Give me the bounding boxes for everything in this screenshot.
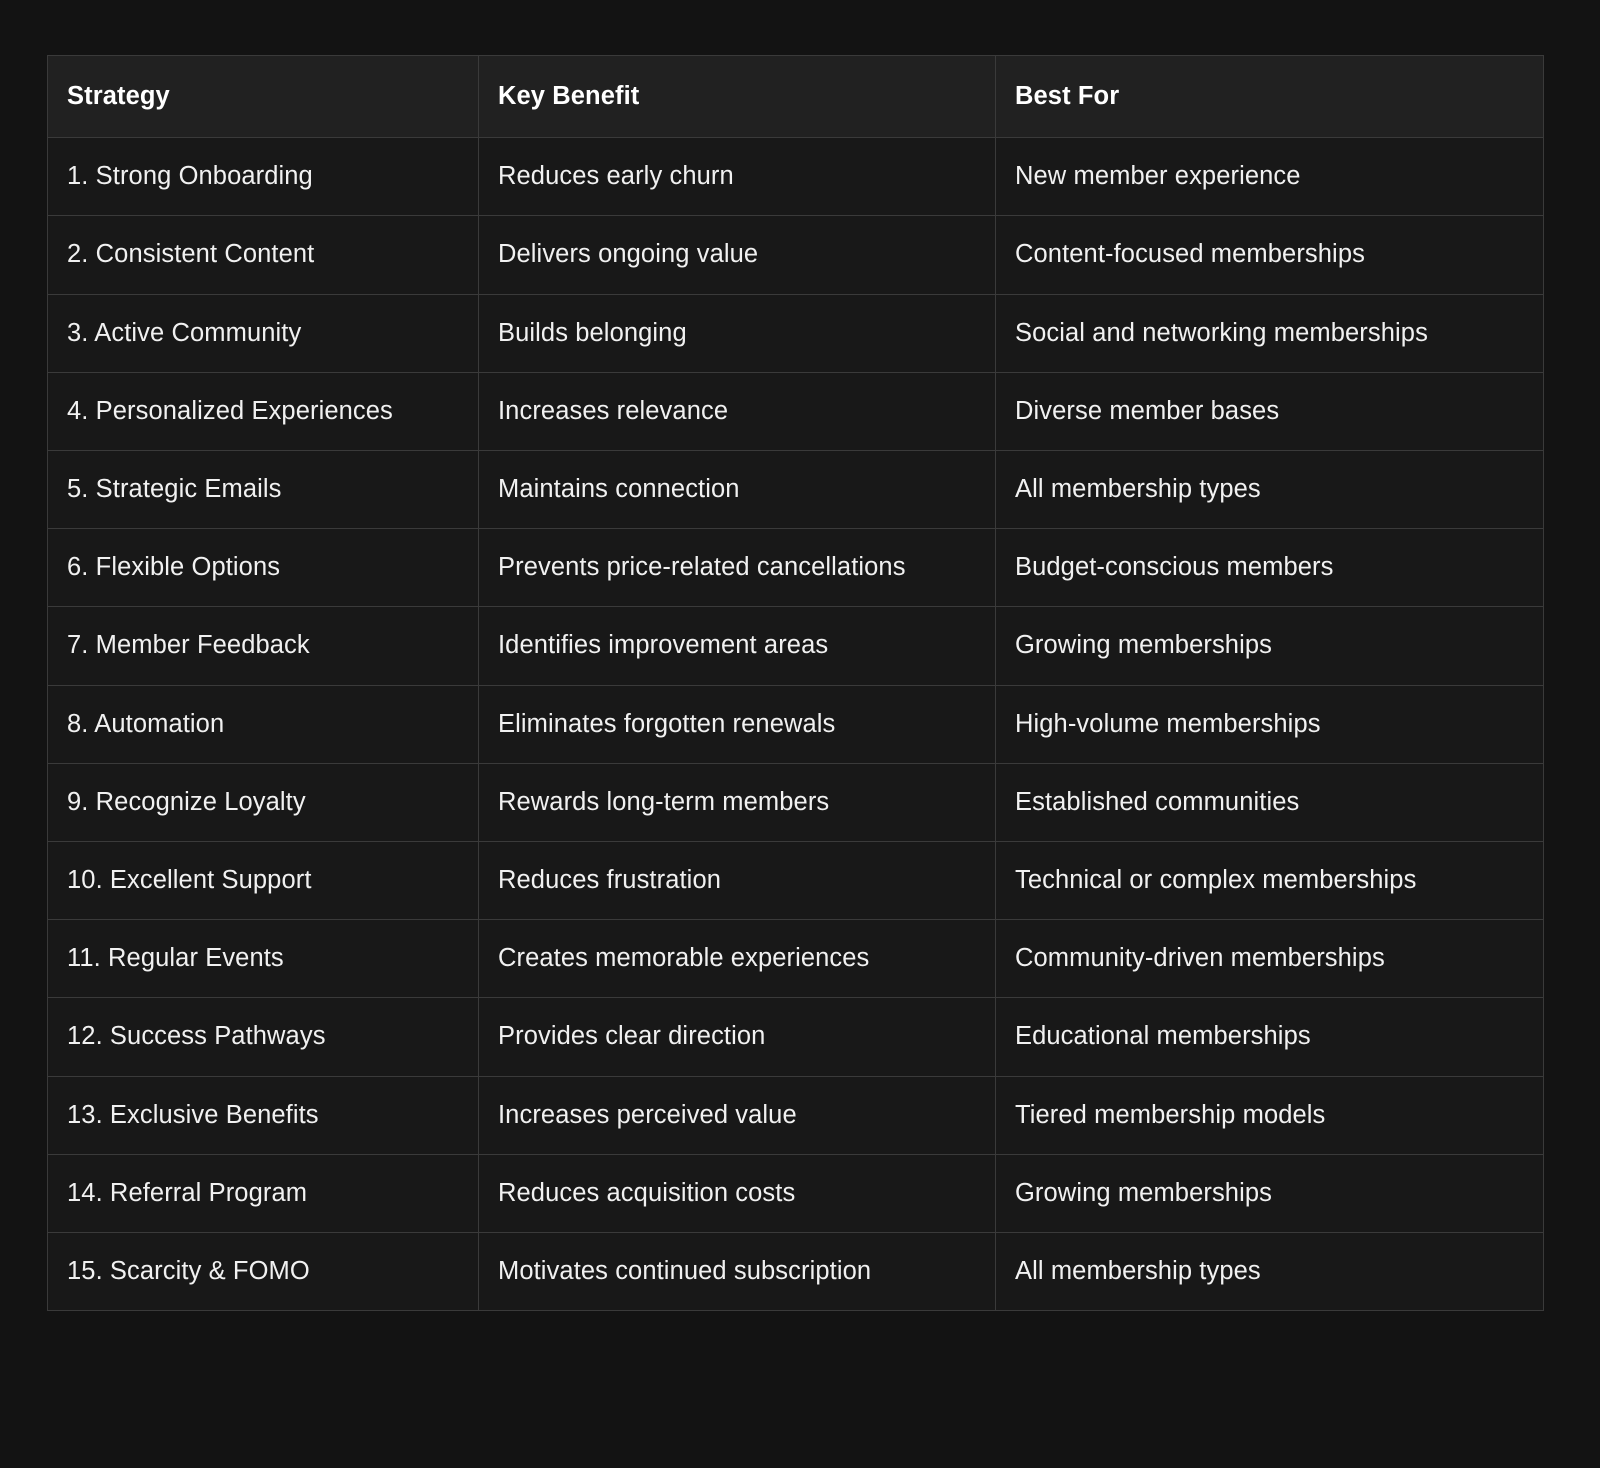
column-header-key-benefit: Key Benefit <box>479 56 996 138</box>
cell-key-benefit: Reduces acquisition costs <box>479 1154 996 1232</box>
cell-best-for: Budget-conscious members <box>996 529 1544 607</box>
table-row <box>48 1154 1544 1232</box>
column-header-strategy: Strategy <box>48 56 479 138</box>
cell-key-benefit: Eliminates forgotten renewals <box>479 685 996 763</box>
table-row <box>48 763 1544 841</box>
cell-best-for: New member experience <box>996 138 1544 216</box>
cell-strategy: 10. Excellent Support <box>48 841 479 919</box>
table-header-row <box>48 56 1544 138</box>
cell-strategy: 6. Flexible Options <box>48 529 479 607</box>
table-row <box>48 1076 1544 1154</box>
cell-key-benefit: Maintains connection <box>479 450 996 528</box>
cell-best-for: Tiered membership models <box>996 1076 1544 1154</box>
cell-strategy: 11. Regular Events <box>48 920 479 998</box>
cell-key-benefit: Delivers ongoing value <box>479 216 996 294</box>
cell-best-for: High-volume memberships <box>996 685 1544 763</box>
cell-key-benefit: Motivates continued subscription <box>479 1232 996 1310</box>
table-row <box>48 998 1544 1076</box>
table-row <box>48 138 1544 216</box>
cell-best-for: Content-focused memberships <box>996 216 1544 294</box>
table-row <box>48 372 1544 450</box>
column-header-best-for: Best For <box>996 56 1544 138</box>
table-row <box>48 607 1544 685</box>
table-row <box>48 294 1544 372</box>
cell-strategy: 14. Referral Program <box>48 1154 479 1232</box>
cell-strategy: 3. Active Community <box>48 294 479 372</box>
cell-strategy: 2. Consistent Content <box>48 216 479 294</box>
cell-key-benefit: Reduces early churn <box>479 138 996 216</box>
cell-best-for: Technical or complex memberships <box>996 841 1544 919</box>
cell-strategy: 4. Personalized Experiences <box>48 372 479 450</box>
table-row <box>48 529 1544 607</box>
cell-best-for: Growing memberships <box>996 1154 1544 1232</box>
cell-key-benefit: Rewards long-term members <box>479 763 996 841</box>
cell-strategy: 13. Exclusive Benefits <box>48 1076 479 1154</box>
cell-strategy: 12. Success Pathways <box>48 998 479 1076</box>
cell-strategy: 7. Member Feedback <box>48 607 479 685</box>
cell-key-benefit: Reduces frustration <box>479 841 996 919</box>
cell-strategy: 9. Recognize Loyalty <box>48 763 479 841</box>
table-header <box>48 56 1544 138</box>
table-row <box>48 450 1544 528</box>
table-row <box>48 216 1544 294</box>
cell-best-for: Growing memberships <box>996 607 1544 685</box>
cell-best-for: Social and networking memberships <box>996 294 1544 372</box>
cell-key-benefit: Builds belonging <box>479 294 996 372</box>
table-row <box>48 920 1544 998</box>
cell-strategy: 1. Strong Onboarding <box>48 138 479 216</box>
cell-strategy: 5. Strategic Emails <box>48 450 479 528</box>
cell-key-benefit: Identifies improvement areas <box>479 607 996 685</box>
table-body <box>48 138 1544 1311</box>
cell-key-benefit: Increases perceived value <box>479 1076 996 1154</box>
cell-best-for: Educational memberships <box>996 998 1544 1076</box>
cell-best-for: Established communities <box>996 763 1544 841</box>
table-row <box>48 685 1544 763</box>
cell-key-benefit: Provides clear direction <box>479 998 996 1076</box>
cell-best-for: Community-driven memberships <box>996 920 1544 998</box>
cell-key-benefit: Prevents price-related cancellations <box>479 529 996 607</box>
cell-best-for: All membership types <box>996 450 1544 528</box>
cell-strategy: 8. Automation <box>48 685 479 763</box>
membership-retention-strategies-table <box>47 55 1544 1311</box>
cell-best-for: Diverse member bases <box>996 372 1544 450</box>
cell-best-for: All membership types <box>996 1232 1544 1310</box>
table-container <box>47 55 1543 1311</box>
cell-key-benefit: Increases relevance <box>479 372 996 450</box>
table-row <box>48 841 1544 919</box>
cell-strategy: 15. Scarcity & FOMO <box>48 1232 479 1310</box>
table-row <box>48 1232 1544 1310</box>
cell-key-benefit: Creates memorable experiences <box>479 920 996 998</box>
